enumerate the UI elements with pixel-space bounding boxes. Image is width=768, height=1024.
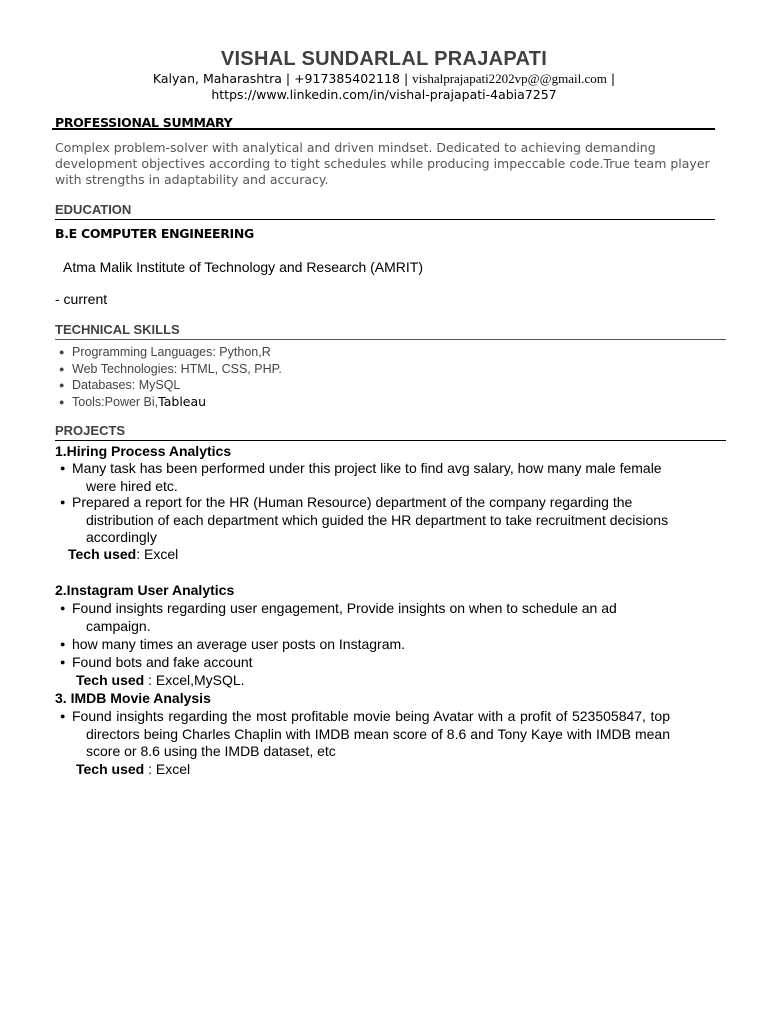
bullet-dot: ● <box>60 639 66 649</box>
skills-divider <box>55 339 726 340</box>
project-tech-used <box>76 761 190 777</box>
project-bullet <box>60 654 680 672</box>
tech-value: : Excel,MySQL. <box>144 672 245 688</box>
tech-value: : Excel <box>144 761 191 777</box>
education-degree: B.E COMPUTER ENGINEERING <box>55 226 255 241</box>
skill-item: ● Databases: MySQL <box>59 377 282 394</box>
bullet-dot: ● <box>60 463 66 473</box>
education-heading: EDUCATION <box>55 202 132 217</box>
bullet-text: Found insights regarding the most profitable movie being Avatar with a profit of 523505847, top directors being Charles Chaplin with IMDB mean score of 8.6 and Tony Kaye with IMDB mean score or 8.6 using the IMDB dataset, etc <box>72 708 670 759</box>
skills-heading: TECHNICAL SKILLS <box>55 322 180 337</box>
summary-text: Complex problem-solver with analytical and driven mindset. Dedicated to achieving demanding development objectives according to tight schedules while producing impeccable code.True team player with strengths in adaptability and accuracy. <box>55 140 710 187</box>
bullet-dot: ● <box>60 603 66 613</box>
education-school: Atma Malik Institute of Technology and Research (AMRIT) <box>63 259 424 275</box>
project-bullet <box>60 494 685 547</box>
contact-email: vishalprajapati2202vp@@gmail.com <box>412 71 607 86</box>
project-bullet <box>60 708 670 761</box>
bullet-text: Many task has been performed under this project like to find avg salary, how many male female were hired etc. <box>72 460 662 494</box>
skill-item <box>59 394 282 411</box>
tech-label: Tech used <box>68 546 137 562</box>
bullet-text: Found bots and fake account <box>72 654 253 670</box>
project-title: 2.Instagram User Analytics <box>55 582 235 598</box>
skill-tools-extra: Tableau <box>158 393 207 409</box>
contact-separator: | <box>606 71 616 86</box>
skill-item: ● Web Technologies: HTML, CSS, PHP. <box>59 361 282 378</box>
contact-linkedin: https://www.linkedin.com/in/vishal-prajapati-4abia7257 <box>211 87 557 102</box>
summary-heading: PROFESSIONAL SUMMARY <box>55 115 233 130</box>
project-title: 3. IMDB Movie Analysis <box>55 690 211 706</box>
summary-divider <box>52 128 715 130</box>
contact-info <box>0 71 768 103</box>
bullet-text: Prepared a report for the HR (Human Resource) department of the company regarding the distribution of each department which guided the HR department to take recruitment decisions accordingly <box>72 494 669 545</box>
project-title: 1.Hiring Process Analytics <box>55 443 232 459</box>
tech-label: Tech used <box>76 672 145 688</box>
candidate-name: VISHAL SUNDARLAL PRAJAPATI <box>220 48 548 70</box>
bullet-dot: ● <box>60 657 66 667</box>
education-status: - current <box>55 291 108 307</box>
project-tech-used <box>68 546 178 562</box>
tech-value: : Excel <box>136 546 179 562</box>
bullet-dot: ● <box>60 711 66 721</box>
projects-divider <box>55 440 726 441</box>
education-divider <box>55 219 715 220</box>
bullet-text: how many times an average user posts on Instagram. <box>72 636 406 652</box>
project-tech-used <box>76 672 245 688</box>
skills-list <box>59 344 282 410</box>
project-bullet <box>60 600 675 635</box>
skill-item: ● Programming Languages: Python,R <box>59 344 282 361</box>
bullet-text: Found insights regarding user engagement, Provide insights on when to schedule an ad campaign. <box>72 600 617 634</box>
skill-tools-label: Tools:Power Bi, <box>72 394 159 409</box>
projects-heading: PROJECTS <box>55 423 126 438</box>
contact-location-phone: Kalyan, Maharashtra | +917385402118 | <box>152 71 413 86</box>
project-bullet <box>60 636 680 654</box>
project-bullet <box>60 460 680 495</box>
bullet-dot: ● <box>60 497 66 507</box>
tech-label: Tech used <box>76 761 145 777</box>
